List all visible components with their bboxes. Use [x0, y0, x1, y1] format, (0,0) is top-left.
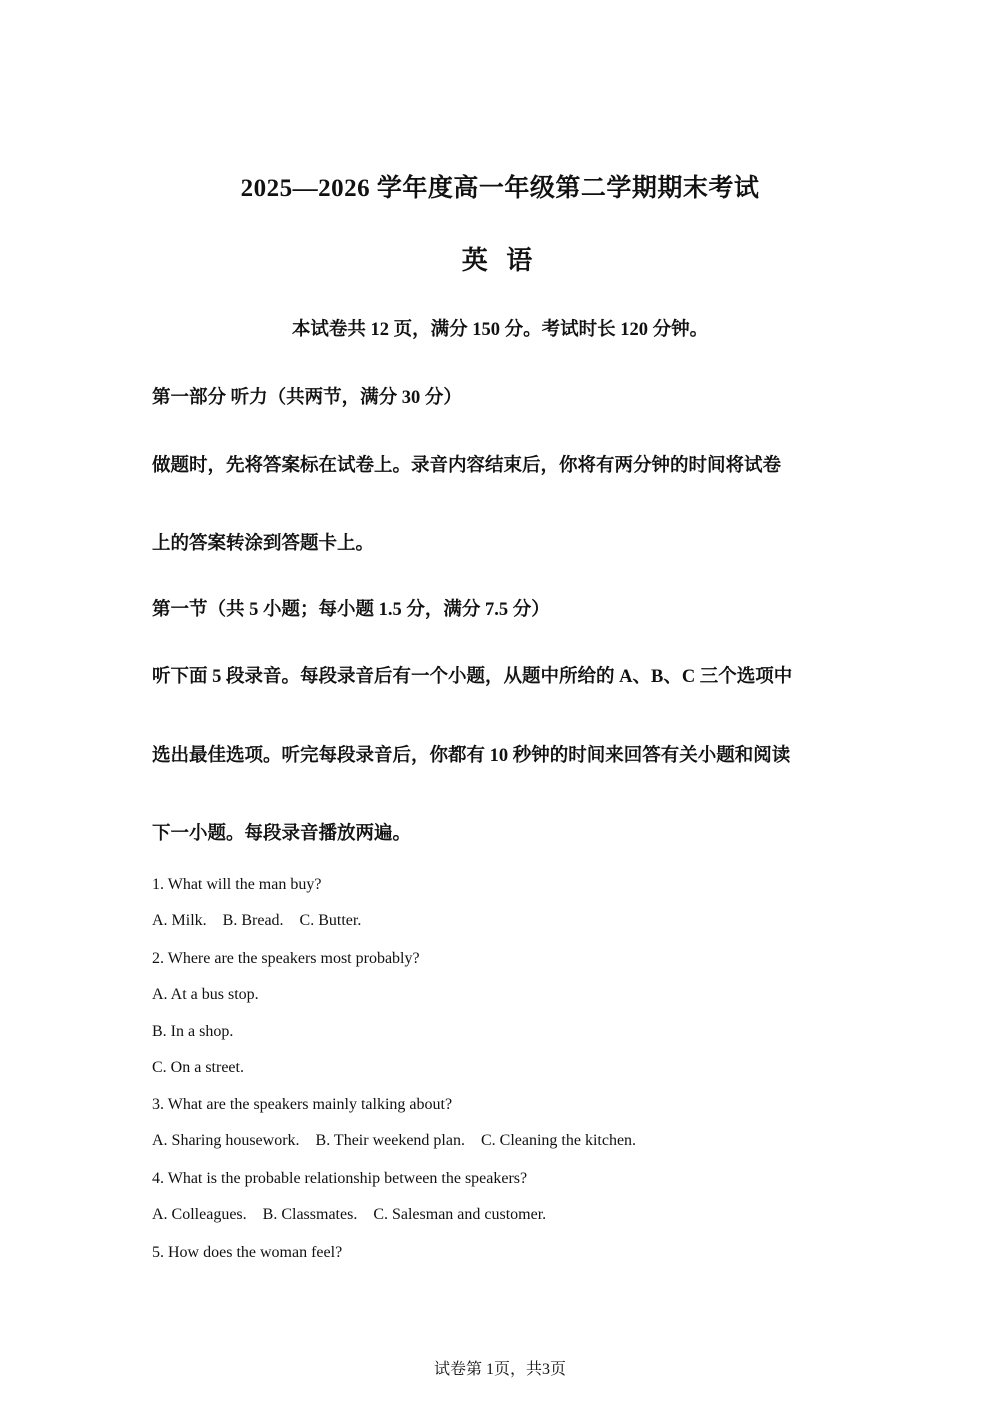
question-text: 1. What will the man buy?	[152, 876, 322, 893]
question-text: 5. How does the woman feel?	[152, 1244, 343, 1261]
answer-options: A. Milk. B. Bread. C. Butter.	[152, 912, 362, 929]
section1-instruction-line: 听下面 5 段录音。每段录音后有一个小题，从题中所给的 A、B、C 三个选项中	[152, 667, 793, 687]
question-text: 4. What is the probable relationship between the speakers?	[152, 1170, 528, 1187]
exam-meta: 本试卷共 12 页，满分 150 分。考试时长 120 分钟。	[291, 320, 709, 340]
answer-option: A. At a bus stop.	[152, 986, 259, 1003]
page-footer: 试卷第 1页，共3页	[433, 1361, 566, 1378]
answer-option: C. On a street.	[152, 1059, 244, 1076]
answer-options: A. Colleagues. B. Classmates. C. Salesman and customer.	[152, 1206, 547, 1223]
answer-options: A. Sharing housework. B. Their weekend plan. C. Cleaning the kitchen.	[152, 1132, 637, 1149]
part1-instruction-line: 做题时，先将答案标在试卷上。录音内容结束后，你将有两分钟的时间将试卷	[152, 456, 782, 476]
section1-instruction-line: 选出最佳选项。听完每段录音后，你都有 10 秒钟的时间来回答有关小题和阅读	[152, 746, 791, 766]
question-text: 3. What are the speakers mainly talking about?	[152, 1096, 453, 1113]
section1-instruction-line: 下一小题。每段录音播放两遍。	[152, 824, 412, 844]
answer-option: B. In a shop.	[152, 1023, 234, 1040]
subject-title: 英 语	[461, 246, 539, 275]
part1-heading: 第一部分 听力（共两节，满分 30 分）	[152, 388, 462, 408]
part1-instruction-line: 上的答案转涂到答题卡上。	[152, 534, 375, 554]
section1-heading: 第一节（共 5 小题；每小题 1.5 分，满分 7.5 分）	[152, 600, 550, 620]
question-text: 2. Where are the speakers most probably?	[152, 950, 420, 967]
exam-title: 2025—2026 学年度高一年级第二学期期末考试	[240, 175, 760, 202]
